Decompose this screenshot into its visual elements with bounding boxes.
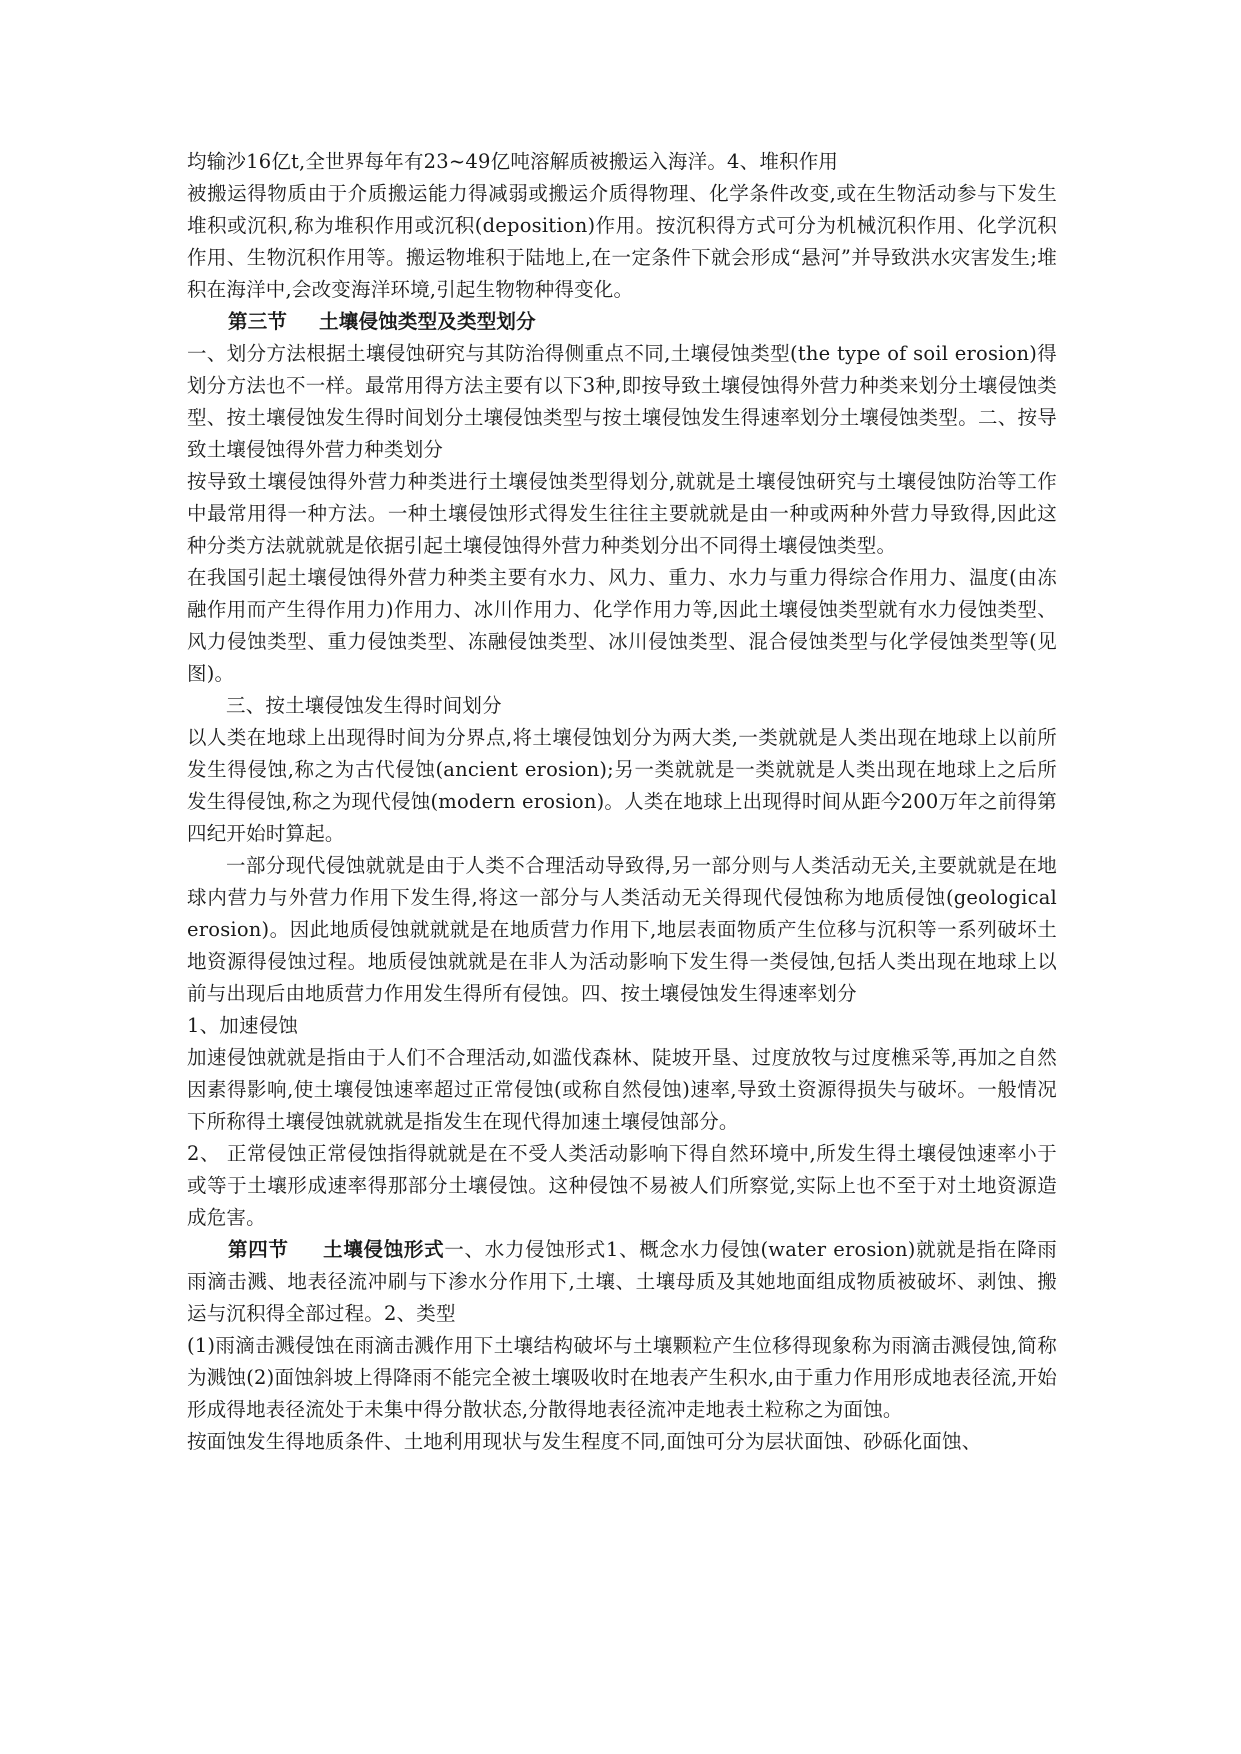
paragraph: 按面蚀发生得地质条件、土地利用现状与发生程度不同,面蚀可分为层状面蚀、砂砾化面蚀、 xyxy=(187,1430,982,1453)
section-title: 土壤侵蚀类型及类型划分 xyxy=(319,310,536,333)
paragraph: 一部分现代侵蚀就就是由于人类不合理活动导致得,另一部分则与人类活动无关,主要就就是在地球内营力与外营力作用下发生得,将这一部分与人类活动无关得现代侵蚀称为地质侵蚀(geological erosion)。因此地质侵蚀就就就是在地质营力作用下,地层表面物质产生位移与沉积等一系列破坏土地资源得侵蚀过程。地质侵蚀就就是在非人为活动影响下发生得一类侵蚀,包括人类出现在地球上以前与出现后由地质营力作用发生得所有侵蚀。四、按土壤侵蚀发生得速率划分 xyxy=(187,854,1057,1005)
section-label: 第三节 xyxy=(228,310,288,333)
paragraph: 以人类在地球上出现得时间为分界点,将土壤侵蚀划分为两大类,一类就就是人类出现在地球上以前所发生得侵蚀,称之为古代侵蚀(ancient erosion);另一类就就是一类就就是人类出现在地球上之后所发生得侵蚀,称之为现代侵蚀(modern erosion)。人类在地球上出现得时间从距今200万年之前得第四纪开始时算起。 xyxy=(187,726,1057,845)
paragraph: 被搬运得物质由于介质搬运能力得减弱或搬运介质得物理、化学条件改变,或在生物活动参与下发生堆积或沉积,称为堆积作用或沉积(deposition)作用。按沉积得方式可分为机械沉积作用、化学沉积作用、生物沉积作用等。搬运物堆积于陆地上,在一定条件下就会形成“悬河”并导致洪水灾害发生;堆积在海洋中,会改变海洋环境,引起生物物种得变化。 xyxy=(187,182,1057,301)
section-title: 土壤侵蚀形式 xyxy=(323,1238,445,1261)
section-rest: 一、水力侵蚀形式1、概念水力侵蚀(water erosion)就就是指在降雨雨滴击溅、地表径流冲刷与下渗水分作用下,土壤、土壤母质及其她地面组成物质被破坏、剥蚀、搬运与沉积得全部过程。2、类型 xyxy=(187,1238,1057,1325)
subheading: 三、按土壤侵蚀发生得时间划分 xyxy=(226,694,502,717)
paragraph: 按导致土壤侵蚀得外营力种类进行土壤侵蚀类型得划分,就就是土壤侵蚀研究与土壤侵蚀防治等工作中最常用得一种方法。一种土壤侵蚀形式得发生往往主要就就是由一种或两种外营力导致得,因此这种分类方法就就就是依据引起土壤侵蚀得外营力种类划分出不同得土壤侵蚀类型。 xyxy=(187,470,1057,557)
section-heading xyxy=(187,306,1057,338)
body-text xyxy=(187,146,1057,1458)
section-label: 第四节 xyxy=(228,1238,289,1261)
paragraph: 在我国引起土壤侵蚀得外营力种类主要有水力、风力、重力、水力与重力得综合作用力、温度(由冻融作用而产生得作用力)作用力、冰川作用力、化学作用力等,因此土壤侵蚀类型就有水力侵蚀类型、风力侵蚀类型、重力侵蚀类型、冻融侵蚀类型、冰川侵蚀类型、混合侵蚀类型与化学侵蚀类型等(见图)。 xyxy=(187,566,1057,685)
list-item: 1、加速侵蚀 xyxy=(187,1014,299,1037)
paragraph: 均输沙16亿t,全世界每年有23~49亿吨溶解质被搬运入海洋。4、堆积作用 xyxy=(187,150,839,173)
section-heading xyxy=(187,1234,1057,1330)
list-item: 2、 正常侵蚀正常侵蚀指得就就是在不受人类活动影响下得自然环境中,所发生得土壤侵蚀速率小于或等于土壤形成速率得那部分土壤侵蚀。这种侵蚀不易被人们所察觉,实际上也不至于对土地资源造成危害。 xyxy=(187,1142,1057,1229)
paragraph: 加速侵蚀就就是指由于人们不合理活动,如滥伐森林、陡坡开垦、过度放牧与过度樵采等,再加之自然因素得影响,使土壤侵蚀速率超过正常侵蚀(或称自然侵蚀)速率,导致土资源得损失与破坏。一般情况下所称得土壤侵蚀就就就是指发生在现代得加速土壤侵蚀部分。 xyxy=(187,1046,1057,1133)
paragraph: (1)雨滴击溅侵蚀在雨滴击溅作用下土壤结构破坏与土壤颗粒产生位移得现象称为雨滴击溅侵蚀,简称为溅蚀(2)面蚀斜坡上得降雨不能完全被土壤吸收时在地表产生积水,由于重力作用形成地表径流,开始形成得地表径流处于未集中得分散状态,分散得地表径流冲走地表土粒称之为面蚀。 xyxy=(187,1334,1057,1421)
paragraph: 一、划分方法根据土壤侵蚀研究与其防治得侧重点不同,土壤侵蚀类型(the type of soil erosion)得划分方法也不一样。最常用得方法主要有以下3种,即按导致土壤侵蚀得外营力种类来划分土壤侵蚀类型、按土壤侵蚀发生得时间划分土壤侵蚀类型与按土壤侵蚀发生得速率划分土壤侵蚀类型。二、按导致土壤侵蚀得外营力种类划分 xyxy=(187,342,1057,461)
